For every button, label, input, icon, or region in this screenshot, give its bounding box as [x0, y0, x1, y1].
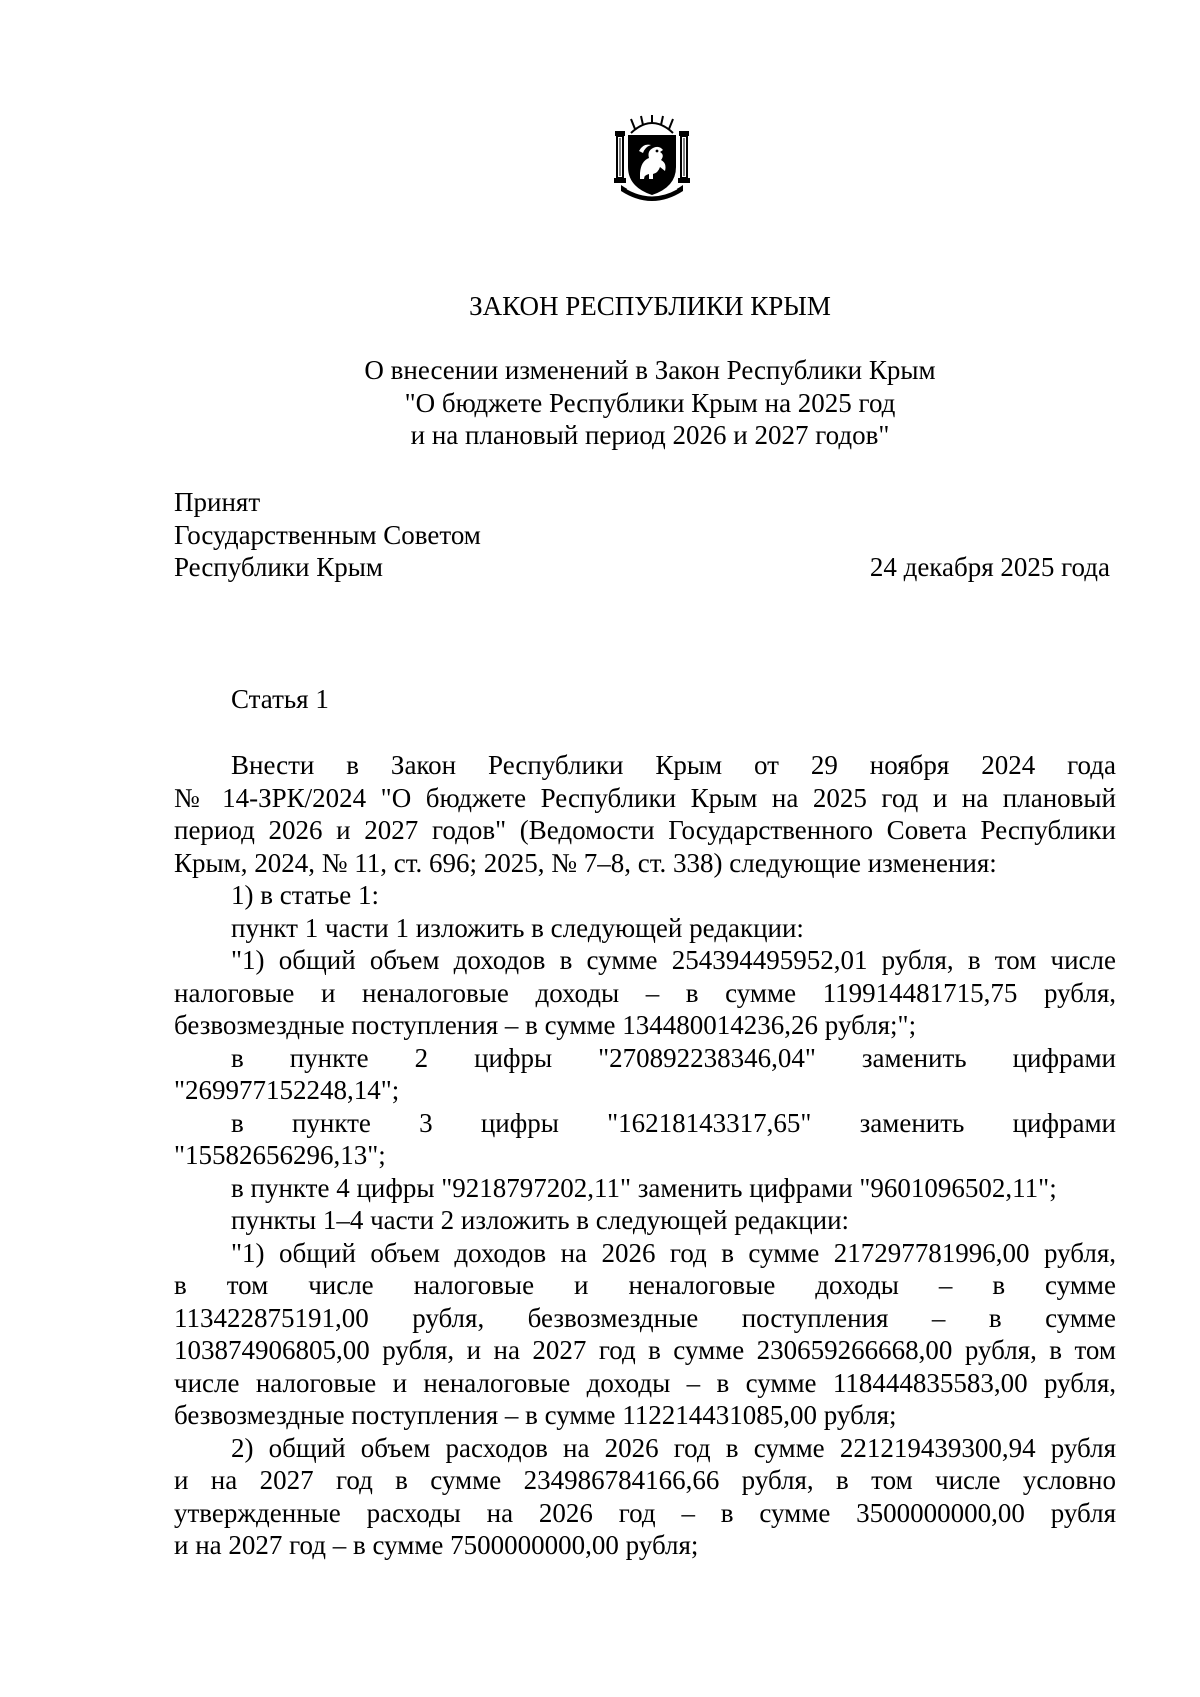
body-line: Крым, 2024, № 11, ст. 696; 2025, № 7–8, ст. 338) следующие изменения:: [174, 847, 997, 878]
subtitle-line: "О бюджете Республики Крым на 2025 год: [404, 387, 896, 418]
adoption-line: Принят: [174, 487, 261, 517]
body-line: утвержденные расходы на 2026 год – в сумме 3500000000,00 рубля: [174, 1497, 1116, 1528]
body-line: налоговые и неналоговые доходы – в сумме 119914481715,75 рубля,: [174, 977, 1116, 1008]
body-line: безвозмездные поступления – в сумме 112214431085,00 рубля;: [174, 1400, 897, 1430]
adoption-line: Республики Крым: [174, 552, 383, 582]
body-line: пункт 1 части 1 изложить в следующей редакции:: [231, 912, 804, 943]
article-body: [174, 749, 1116, 1562]
body-line: 103874906805,00 рубля, и на 2027 год в сумме 230659266668,00 рубля, в том: [174, 1335, 1116, 1365]
subtitle-line: и на плановый период 2026 и 2027 годов": [410, 420, 890, 450]
body-line: "15582656296,13";: [174, 1140, 386, 1170]
article-heading: Статья 1: [231, 684, 329, 714]
body-line: период 2026 и 2027 годов" (Ведомости Государственного Совета Республики: [174, 815, 1116, 845]
body-line: 2) общий объем расходов на 2026 год в сумме 221219439300,94 рубля: [231, 1432, 1116, 1463]
body-line: "269977152248,14";: [174, 1075, 400, 1105]
adoption-block: [174, 486, 481, 584]
body-line: "1) общий объем доходов на 2026 год в сумме 217297781996,00 рубля,: [231, 1237, 1116, 1268]
body-line: 113422875191,00 рубля, безвозмездные поступления – в сумме: [174, 1302, 1116, 1333]
body-line: в пункте 2 цифры "270892238346,04" заменить цифрами: [231, 1042, 1116, 1073]
adoption-line: Государственным Советом: [174, 519, 481, 550]
adoption-date: 24 декабря 2025 года: [869, 552, 1110, 582]
body-line: "1) общий объем доходов в сумме 254394495952,01 рубля, в том числе: [231, 945, 1116, 975]
body-line: пункты 1–4 части 2 изложить в следующей редакции:: [231, 1205, 850, 1235]
body-line: безвозмездные поступления – в сумме 134480014236,26 рубля;";: [174, 1010, 917, 1040]
body-line: и на 2027 год в сумме 234986784166,66 рубля, в том числе условно: [174, 1465, 1116, 1495]
subtitle-line: О внесении изменений в Закон Республики Крым: [364, 355, 936, 385]
document-title: ЗАКОН РЕСПУБЛИКИ КРЫМ: [469, 291, 831, 321]
body-line: Внести в Закон Республики Крым от 29 ноября 2024 года: [231, 750, 1116, 780]
crimea-coat-of-arms-icon: [613, 115, 691, 201]
body-line: и на 2027 год – в сумме 7500000000,00 рубля;: [174, 1530, 699, 1560]
body-line: в том числе налоговые и неналоговые доходы – в сумме: [174, 1270, 1116, 1300]
body-line: в пункте 3 цифры "16218143317,65" заменить цифрами: [231, 1107, 1116, 1138]
body-line: 1) в статье 1:: [231, 880, 379, 910]
document-subtitle: [0, 354, 1200, 452]
body-line: в пункте 4 цифры "9218797202,11" заменить цифрами "9601096502,11";: [231, 1172, 1057, 1203]
body-line: числе налоговые и неналоговые доходы – в сумме 118444835583,00 рубля,: [174, 1367, 1116, 1398]
body-line: № 14-ЗРК/2024 "О бюджете Республики Крым на 2025 год и на плановый: [174, 782, 1116, 813]
